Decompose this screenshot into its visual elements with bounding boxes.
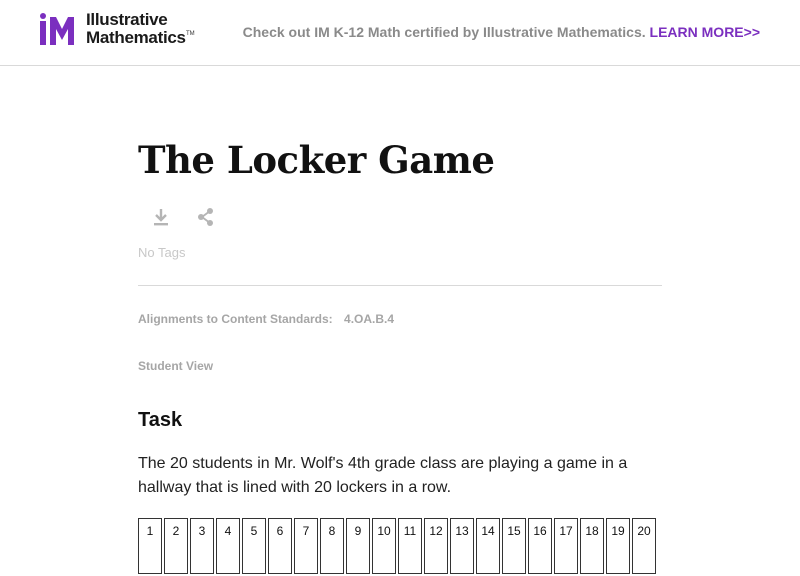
locker-cell: 13 [450,518,474,574]
locker-cell: 9 [346,518,370,574]
site-header [0,0,800,66]
standard-link[interactable]: 4.OA.B.4 [344,312,395,326]
locker-cell: 12 [424,518,448,574]
task-heading: Task [138,409,183,431]
logo-wordmark [86,11,186,47]
divider [138,285,662,286]
logo-line-1: Illustrative [86,10,168,29]
promo-text: Check out IM K-12 Math certified by Illustrative Mathematics. [242,24,646,40]
download-icon[interactable] [151,207,171,227]
locker-cell: 10 [372,518,396,574]
locker-cell: 8 [320,518,344,574]
alignments-label: Alignments to Content Standards: [138,312,333,326]
alignments-row [138,312,394,326]
im-logo[interactable] [40,11,200,47]
locker-cell: 16 [528,518,552,574]
logo-trademark: TM [186,31,195,37]
lockers-table [138,518,658,576]
student-view-link[interactable]: Student View [138,359,214,373]
task-text: The 20 students in Mr. Wolf's 4th grade class are playing a game in a hallway that is lined with 20 lockers in a row. [138,455,628,496]
im-logo-mark-icon [40,13,80,45]
locker-cell: 1 [138,518,162,574]
locker-cell: 6 [268,518,292,574]
share-icon[interactable] [196,207,216,227]
page-title: The Locker Game [138,138,495,182]
locker-cell: 3 [190,518,214,574]
learn-more-link[interactable]: LEARN MORE>> [649,24,760,40]
locker-cell: 11 [398,518,422,574]
locker-cell: 5 [242,518,266,574]
locker-cell: 7 [294,518,318,574]
promo-banner [243,24,760,40]
locker-cell: 2 [164,518,188,574]
locker-cell: 4 [216,518,240,574]
locker-cell: 17 [554,518,578,574]
locker-cell: 19 [606,518,630,574]
locker-cell: 14 [476,518,500,574]
locker-cell: 20 [632,518,656,574]
locker-cell: 18 [580,518,604,574]
locker-cell: 15 [502,518,526,574]
logo-line-2: Mathematics [86,28,186,47]
tags-label: No Tags [138,245,186,260]
